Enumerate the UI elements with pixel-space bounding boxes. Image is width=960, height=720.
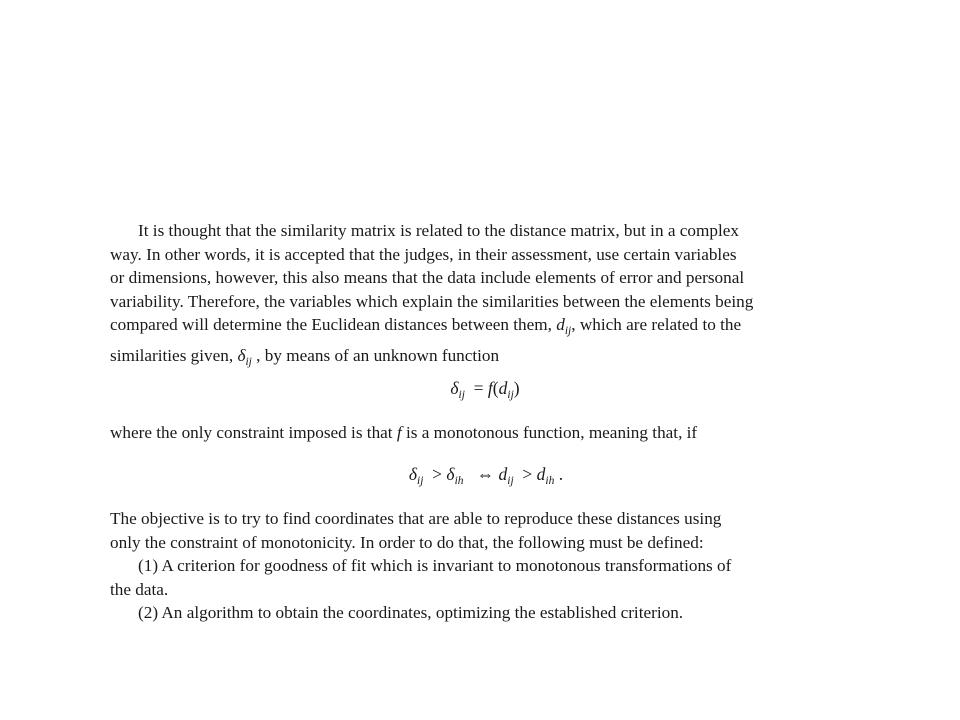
intro-line-5b: , which are related to the [571,315,742,335]
paragraph-intro [110,219,864,375]
paragraph-constraint [110,421,864,445]
equation-delta-f-d: $\delta_{ij} = f(d_{ij})$ [450,378,520,401]
equation-monotonicity: $\delta_{ij} > \delta_{ih}$ ⇔ $d_{ij} > d_{ih}$ . [408,464,564,487]
math-f: f [396,423,402,442]
list-item-2: (2) An algorithm to obtain the coordinates, optimizing the established criterion. [138,603,684,623]
list-item-1a: (1) A criterion for goodness of fit which is invariant to monotonous transformations of [138,556,732,576]
math-delta-ij: $\delta_{ij}$ [237,345,252,368]
constraint-after: is a monotonous function, meaning that, if [405,423,698,442]
intro-line-5a: compared will determine the Euclidean distances between them, [110,315,552,335]
intro-line-2: way. In other words, it is accepted that the judges, in their assessment, use certain variables [110,244,737,264]
objective-line-2: only the constraint of monotonicity. In order to do that, the following must be defined: [110,532,704,552]
intro-line-1: It is thought that the similarity matrix is related to the distance matrix, but in a complex [138,221,739,240]
intro-line-6a: similarities given, [110,345,234,365]
intro-line-4: variability. Therefore, the variables which explain the similarities between the elements being [110,291,754,311]
paragraph-objective [110,507,864,625]
math-d-ij: $d_{ij}$ [556,315,572,338]
intro-line-6b: , by means of an unknown function [256,345,500,365]
constraint-before: where the only constraint imposed is that [110,423,393,442]
objective-line-1: The objective is to try to find coordinates that are able to reproduce these distances using [110,509,722,528]
list-item-1b: the data. [110,579,169,599]
intro-line-3: or dimensions, however, this also means that the data include elements of error and personal [110,268,745,288]
